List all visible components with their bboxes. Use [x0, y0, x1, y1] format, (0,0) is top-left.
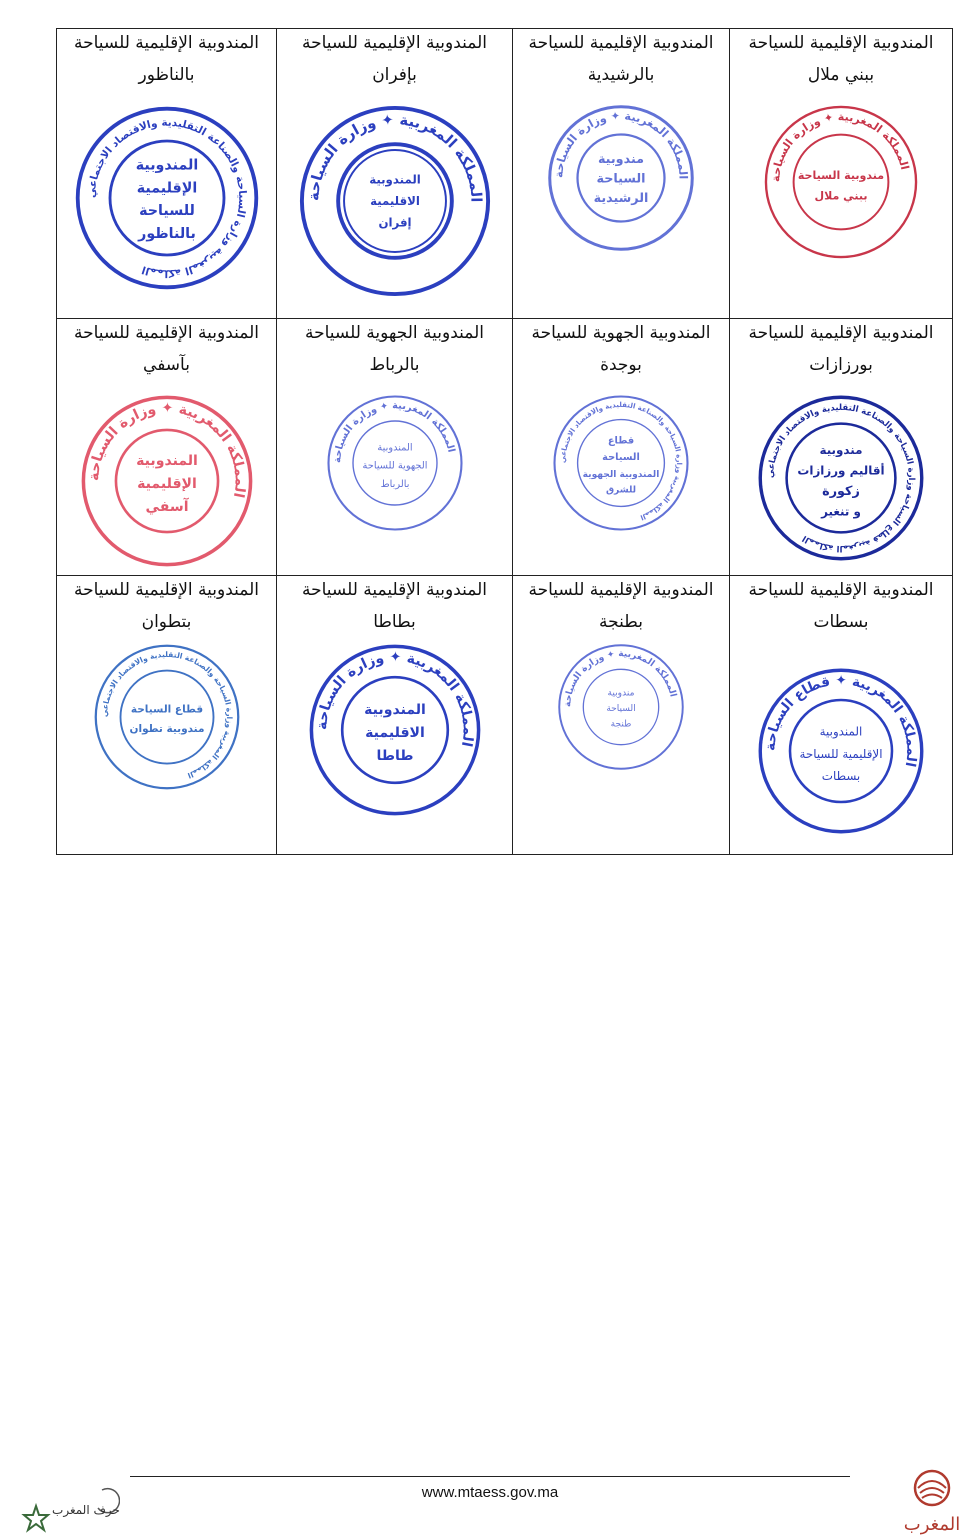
stamp-inner-line: بالرباط: [380, 478, 409, 490]
official-stamp: [551, 393, 691, 533]
stamp-inner-line: الاقليمية: [369, 193, 420, 208]
svg-text:المملكة المغربية ✦ وزارة السيا: [305, 111, 484, 202]
official-stamp: [762, 103, 920, 261]
stamp-ring-text: المملكة المغربية ✦ وزارة السياحة: [769, 110, 912, 183]
cell-city: بطاطا: [373, 612, 416, 632]
crafts-logo-text: حرف المغرب: [52, 1503, 120, 1517]
cell-city: بوجدة: [600, 355, 642, 375]
stamp-inner-line: بالناظور: [137, 225, 196, 242]
stamp-inner-line: المندوبية: [819, 724, 863, 739]
svg-text:المملكة المغربية ✦ وزارة السيا: [563, 649, 677, 707]
stamp-inner-line: الاقليمية: [364, 725, 425, 742]
stamp-inner-line: آسفي: [144, 498, 189, 515]
stamp-ring-text: المملكة المغربية ✦ وزارة السياحة: [313, 649, 476, 749]
stamp-inner-line: طنجة: [610, 719, 632, 730]
stamp-inner-line: السياحة: [602, 452, 640, 464]
cell-title: المندوبية الإقليمية للسياحة: [528, 33, 714, 53]
star-icon: [24, 1506, 48, 1530]
official-stamp: [72, 103, 262, 293]
cell-city: بسطات: [813, 612, 869, 632]
stamp-ring-text: المملكة المغربية ✦ وزارة السياحة: [331, 400, 456, 464]
stamp-ring-text: المملكة المغربية ✦ وزارة السياحة: [304, 111, 484, 203]
stamp-cell-oujda: [513, 319, 730, 576]
svg-text:المملكة المغربية ✦ وزارة السيا: [552, 109, 689, 179]
morocco-logo-text: المغرب: [903, 1514, 961, 1535]
stamp-ring-text: المملكة المغربية وزارة السياحة والصناعة التقليدية والاقتصاد الاجتماعي: [558, 400, 684, 522]
stamp-inner-line: المندوبية الجهوية: [582, 470, 660, 480]
stamp-inner-line: أقاليم ورزازات: [797, 463, 885, 478]
stamp-table: [56, 28, 953, 855]
stamp-cell-settat: [730, 576, 953, 855]
stamp-inner-line: زكورة: [822, 484, 860, 499]
cell-title: المندوبية الإقليمية للسياحة: [73, 580, 260, 600]
stamp-ring-text: المملكة المغربية ✦ وزارة السياحة: [85, 400, 248, 500]
svg-text:المملكة المغربية ✦ وزارة السيا: [332, 400, 456, 463]
official-stamp: [756, 666, 926, 836]
stamp-cell-rabat: [277, 319, 513, 576]
stamp-ring-text: المملكة المغربية قطاع السياحة وزارة السياحة والصناعة التقليدية والاقتصاد الاجتماعي: [765, 402, 917, 554]
cell-title: المندوبية الإقليمية للسياحة: [301, 580, 488, 600]
cell-title: المندوبية الجهوية للسياحة: [531, 323, 711, 343]
stamp-inner-line: للسياحة: [138, 203, 195, 220]
cell-city: ببني ملال: [807, 65, 875, 85]
stamp-inner-line: الجهوية للسياحة: [362, 460, 427, 472]
footer-divider: [130, 1476, 850, 1477]
official-stamp: [79, 393, 255, 569]
stamp-inner-line: بسطات: [821, 768, 861, 783]
official-stamp: [325, 393, 465, 533]
stamp-inner-line: السياحة: [606, 703, 636, 714]
stamp-ring-text: المملكة المغربية وزارة السياحة والصناعة التقليدية والاقتصاد الاجتماعي: [99, 649, 234, 781]
official-stamp: [556, 642, 686, 772]
stamp-inner-line: قطاع السياحة: [130, 703, 203, 716]
stamp-inner-line: الإقليمية للسياحة: [799, 746, 883, 761]
stamp-cell-beni-mellal: [730, 29, 953, 319]
stamp-inner-line: قطاع: [607, 435, 635, 447]
cell-city: بتطوان: [141, 612, 192, 632]
cell-city: بالرشيدية: [587, 65, 655, 85]
stamp-inner-line: المندوبية: [135, 453, 198, 470]
official-stamp: [307, 642, 483, 818]
cell-city: بالناظور: [138, 65, 195, 85]
stamp-inner-line: طاطا: [375, 747, 414, 764]
cell-title: المندوبية الإقليمية للسياحة: [748, 323, 934, 343]
stamp-cell-errachidia: [513, 29, 730, 319]
svg-text:المملكة المغربية قطاع السياحة: [766, 403, 916, 553]
cell-title: المندوبية الإقليمية للسياحة: [73, 33, 260, 53]
stamp-inner-line: المندوبية: [368, 172, 421, 187]
stamp-cell-ouarzazate: [730, 319, 953, 576]
stamp-ring-text: المملكة المغربية ✦ وزارة السياحة: [552, 109, 690, 180]
stamp-inner-line: مندوبية: [597, 152, 645, 167]
official-stamp: [92, 642, 242, 792]
cell-city: بالرباط: [369, 355, 420, 375]
stamp-cell-tetouan: [57, 576, 277, 855]
stamp-cell-safi: [57, 319, 277, 576]
official-stamp: [546, 103, 696, 253]
stamp-ring-text: المملكة المغربية ✦ وزارة السياحة: [563, 649, 678, 708]
stamp-cell-tata: [277, 576, 513, 855]
stamp-cell-nador: [57, 29, 277, 319]
stamp-inner-line: الإقليمية: [136, 476, 197, 493]
morocco-logo: [898, 1468, 966, 1536]
cell-title: المندوبية الإقليمية للسياحة: [528, 580, 714, 600]
stamp-inner-line: الإقليمية: [136, 180, 197, 197]
cell-title: المندوبية الإقليمية للسياحة: [748, 33, 934, 53]
official-stamp: [297, 103, 493, 299]
crafts-logo: [20, 1486, 120, 1534]
cell-city: بإفران: [372, 65, 417, 85]
stamp-inner-line: للشرق: [605, 485, 637, 496]
stamp-inner-line: و تنغير: [821, 504, 861, 519]
stamp-inner-line: مندوبية السياحة: [797, 168, 885, 182]
stamp-ring-text: المملكة المغربية ✦ قطاع السياحة: [762, 672, 920, 769]
stamp-inner-line: المندوبية: [135, 157, 198, 174]
cell-title: المندوبية الإقليمية للسياحة: [73, 323, 260, 343]
stamp-inner-line: مندوبية تطوان: [129, 723, 204, 735]
stamp-cell-ifrane: [277, 29, 513, 319]
cell-city: بطنجة: [599, 612, 643, 632]
stamp-inner-line: إفران: [377, 215, 412, 230]
stamp-inner-line: مندوبية: [819, 443, 863, 458]
cell-city: بورزازات: [809, 355, 873, 375]
cell-title: المندوبية الإقليمية للسياحة: [301, 33, 488, 53]
cell-title: المندوبية الجهوية للسياحة: [304, 323, 485, 343]
stamp-inner-line: المندوبية: [363, 702, 426, 719]
stamp-inner-line: السياحة: [596, 171, 646, 187]
stamp-inner-line: مندوبية: [607, 688, 635, 699]
cell-title: المندوبية الإقليمية للسياحة: [748, 580, 934, 600]
stamp-ring-text: المملكة المغربية وزارة السياحة والصناعة التقليدية والاقتصاد الاجتماعي: [85, 116, 248, 280]
stamp-inner-line: الرشيدية: [593, 191, 649, 206]
footer-url: www.mtaess.gov.ma: [421, 1484, 559, 1501]
stamp-inner-line: ببني ملال: [814, 189, 868, 203]
cell-city: بآسفي: [143, 355, 190, 375]
official-stamp: [756, 393, 926, 563]
stamp-cell-tanger: [513, 576, 730, 855]
stamp-inner-line: المندوبية: [376, 442, 413, 454]
